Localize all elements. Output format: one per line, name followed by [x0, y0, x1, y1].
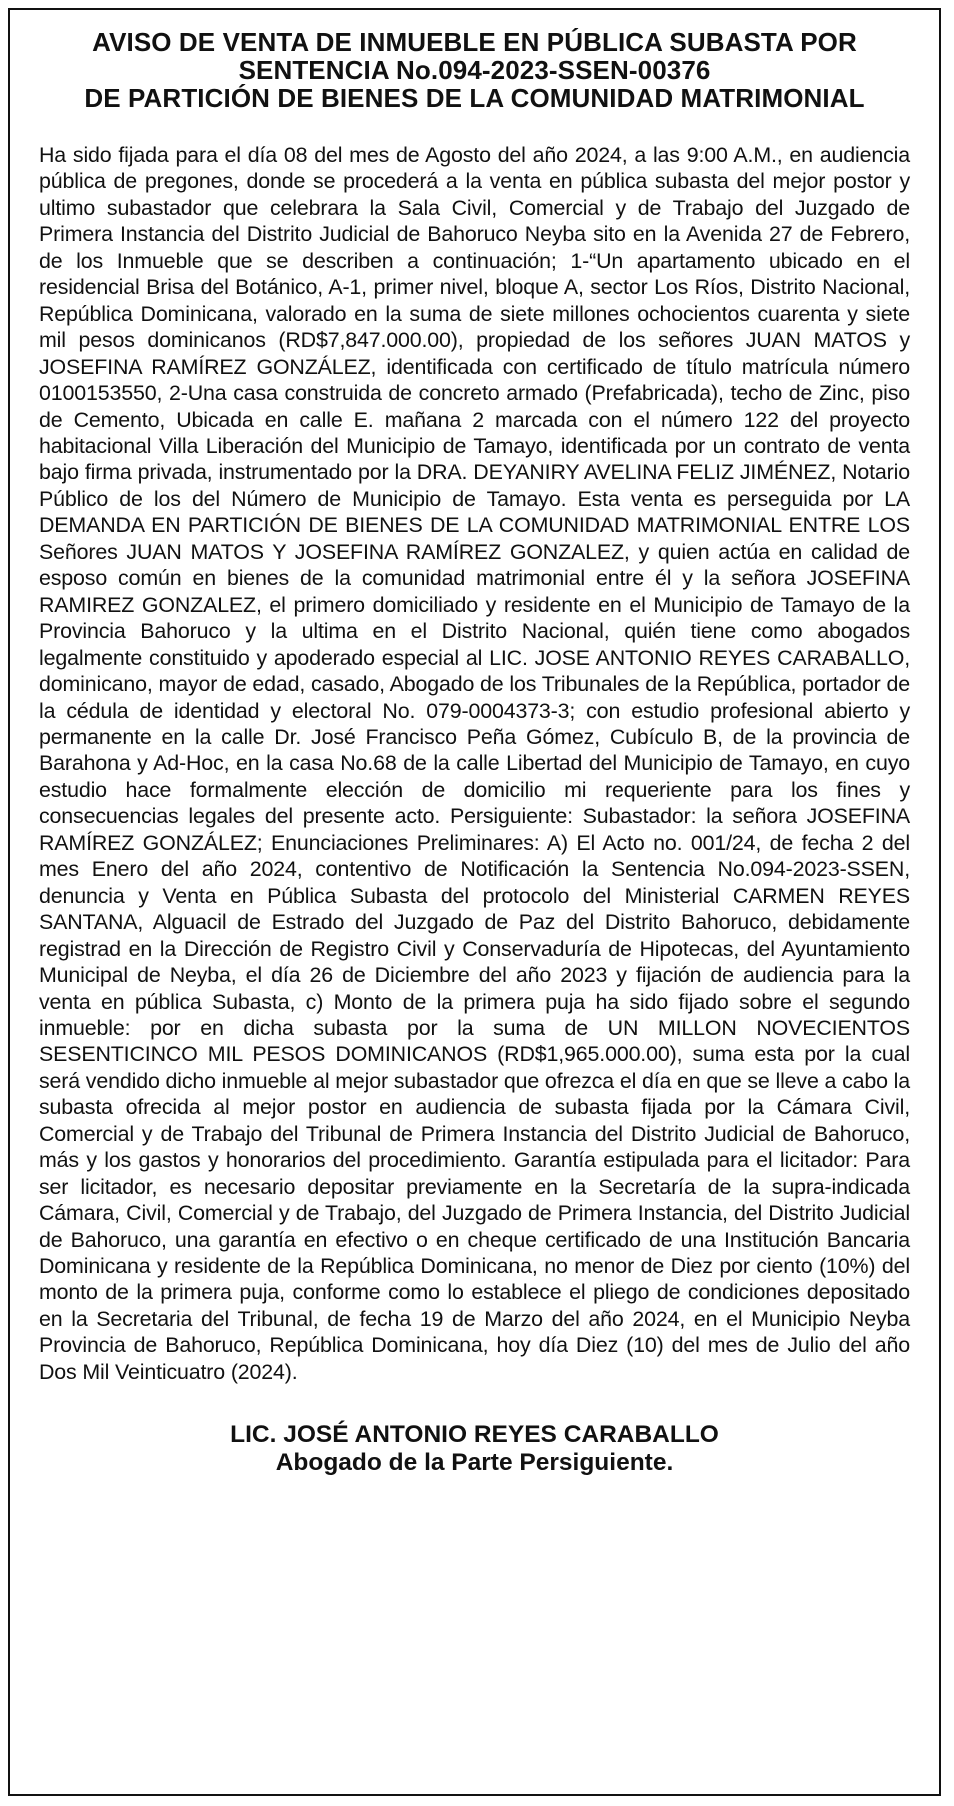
notice-title-line-3: DE PARTICIÓN DE BIENES DE LA COMUNIDAD MATRIMONIAL: [84, 83, 865, 113]
notice-title-line-1: AVISO DE VENTA DE INMUEBLE EN PÚBLICA SUBASTA POR: [92, 27, 857, 57]
legal-notice: [8, 8, 941, 1796]
notice-title: [39, 28, 910, 112]
signature-block: [39, 1421, 910, 1477]
signature-name: LIC. JOSÉ ANTONIO REYES CARABALLO: [230, 1421, 719, 1449]
signature-role: Abogado de la Parte Persiguiente.: [275, 1449, 674, 1477]
notice-body: Ha sido fijada para el día 08 del mes de Agosto del año 2024, a las 9:00 A.M., en audiencia pública de pregones, donde se procederá a la venta en pública subasta del mejor postor y ultimo subastador que celebrara la Sala Civil, Comercial y de Trabajo del Juzgado de Primera Instancia del Distrito Judicial de Bahoruco Neyba sito en la Avenida 27 de Febrero, de los Inmueble que se describen a continuación; 1-“Un apartamento ubicado en el residencial Brisa del Botánico, A-1, primer nivel, bloque A, sector Los Ríos, Distrito Nacional, República Dominicana, valorado en la suma de siete millones ochocientos cuarenta y siete mil pesos dominicanos (RD$7,847.000.00), propiedad de los señores JUAN MATOS y JOSEFINA RAMÍREZ GONZÁLEZ, identificada con certificado de título matrícula número 0100153550, 2-Una casa construida de concreto armado (Prefabricada), techo de Zinc, piso de Cemento, Ubicada en calle E. mañana 2 marcada con el número 122 del proyecto habitacional Villa Liberación del Municipio de Tamayo, identificada por un contrato de venta bajo firma privada, instrumentado por la DRA. DEYANIRY AVELINA FELIZ JIMÉNEZ, Notario Público de los del Número de Municipio de Tamayo. Esta venta es perseguida por LA DEMANDA EN PARTICIÓN DE BIENES DE LA COMUNIDAD MATRIMONIAL ENTRE LOS Señores JUAN MATOS Y JOSEFINA RAMÍREZ GONZALEZ, y quien actúa en calidad de esposo común en bienes de la comunidad matrimonial entre él y la señora JOSEFINA RAMIREZ GONZALEZ, el primero domiciliado y residente en el Municipio de Tamayo de la Provincia Bahoruco y la ultima en el Distrito Nacional, quién tiene como abogados legalmente constituido y apoderado especial al LIC. JOSE ANTONIO REYES CARABALLO, dominicano, mayor de edad, casado, Abogado de los Tribunales de la República, portador de la cédula de identidad y electoral No. 079-0004373-3; con estudio profesional abierto y permanente en la calle Dr. José Francisco Peña Gómez, Cubículo B, de la provincia de Barahona y Ad-Hoc, en la casa No.68 de la calle Libertad del Municipio de Tamayo, en cuyo estudio hace formalmente elección de domicilio mi requeriente para los fines y consecuencias legales del presente acto. Persiguiente: Subastador: la señora JOSEFINA RAMÍREZ GONZÁLEZ; Enunciaciones Preliminares: A) El Acto no. 001/24, de fecha 2 del mes Enero del año 2024, contentivo de Notificación la Sentencia No.094-2023-SSEN, denuncia y Venta en Pública Subasta del protocolo del Ministerial CARMEN REYES SANTANA, Alguacil de Estrado del Juzgado de Paz del Distrito Bahoruco, debidamente registrad en la Dirección de Registro Civil y Conservaduría de Hipotecas, del Ayuntamiento Municipal de Neyba, el día 26 de Diciembre del año 2023 y fijación de audiencia para la venta en pública Subasta, c) Monto de la primera puja ha sido fijado sobre el segundo inmueble: por en dicha subasta por la suma de UN MILLON NOVECIENTOS SESENTICINCO MIL PESOS DOMINICANOS (RD$1,965.000.00), suma esta por la cual será vendido dicho inmueble al mejor subastador que ofrezca el día en que se lleve a cabo la subasta ofrecida al mejor postor en audiencia de subasta fijada por la Cámara Civil, Comercial y de Trabajo del Tribunal de Primera Instancia del Distrito Judicial de Bahoruco, más y los gastos y honorarios del procedimiento. Garantía estipulada para el licitador: Para ser licitador, es necesario depositar previamente en la Secretaría de la supra-indicada Cámara, Civil, Comercial y de Trabajo, del Juzgado de Primera Instancia, del Distrito Judicial de Bahoruco, una garantía en efectivo o en cheque certificado de una Institución Bancaria Dominicana y residente de la República Dominicana, no menor de Diez por ciento (10%) del monto de la primera puja, conforme como lo establece el pliego de condiciones depositado en la Secretaria del Tribunal, de fecha 19 de Marzo del año 2024, en el Municipio Neyba Provincia de Bahoruco, República Dominicana, hoy día Diez (10) del mes de Julio del año Dos Mil Veinticuatro (2024).: [39, 143, 910, 1384]
notice-title-line-2: SENTENCIA No.094-2023-SSEN-00376: [238, 55, 711, 85]
